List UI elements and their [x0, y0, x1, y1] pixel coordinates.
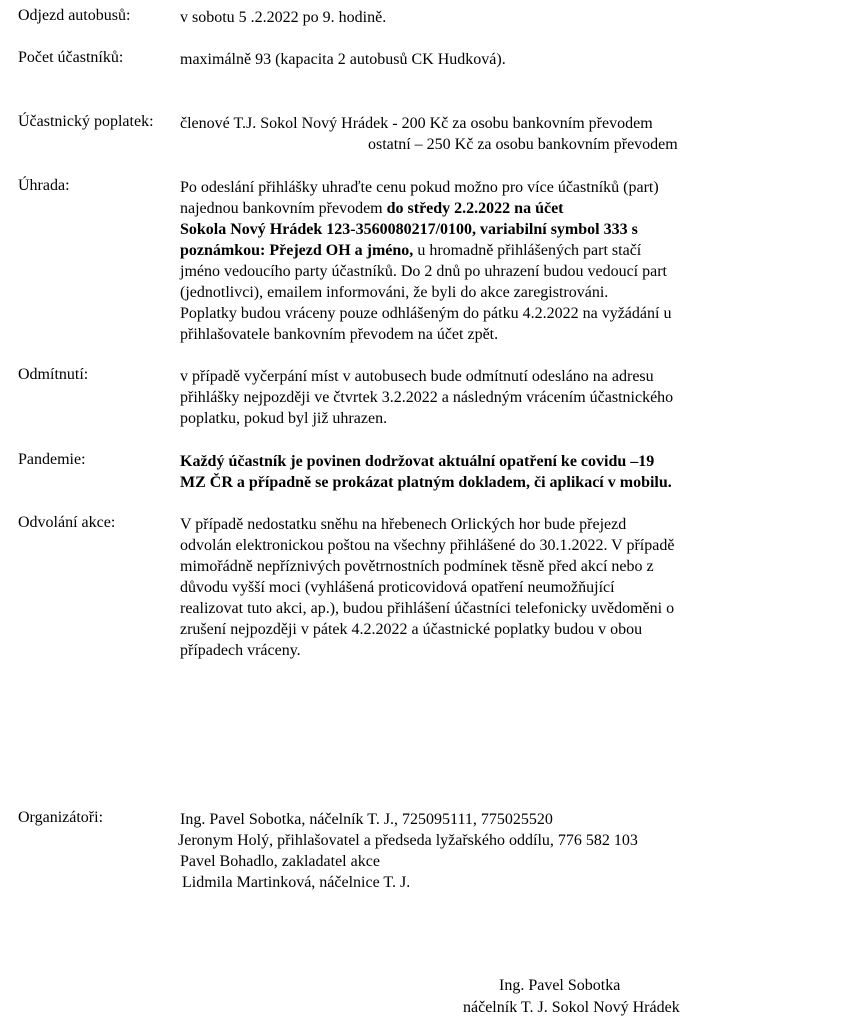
payment-line-4 [180, 240, 820, 261]
pandemic-line-2: MZ ČR a případně se prokázat platným dokladem, či aplikací v mobilu. [180, 474, 672, 491]
payment-line-2-text: najednou bankovním převodem [180, 200, 387, 217]
organizer-4: Lidmila Martinková, náčelnice T. J. [182, 874, 411, 891]
rejection-label: Odmítnutí: [18, 366, 89, 383]
participants-content [180, 49, 820, 70]
payment-line-8: přihlašovatele bankovním převodem na účet zpět. [180, 326, 499, 343]
cancellation-line-4: důvodu vyšší moci (vyhlášená proticovidová opatření neumožňující [180, 579, 615, 596]
cancellation-content [180, 514, 820, 661]
payment-line-7: Poplatky budou vráceny pouze odhlášeným do pátku 4.2.2022 na vyžádání u [180, 305, 672, 322]
payment-line-2 [180, 198, 820, 219]
cancellation-label: Odvolání akce: [18, 514, 116, 531]
signature-title: náčelník T. J. Sokol Nový Hrádek [463, 999, 680, 1016]
cancellation-line-7: případech vráceny. [180, 642, 301, 659]
signature-name: Ing. Pavel Sobotka [499, 977, 621, 994]
pandemic-label: Pandemie: [18, 451, 86, 468]
fee-content [180, 113, 820, 155]
organizer-2: Jeronym Holý, přihlašovatel a předseda lyžařského oddílu, 776 582 103 [178, 832, 638, 849]
rejection-line-2: přihlášky nejpozději ve čtvrtek 3.2.2022 a následným vrácením účastnického [180, 389, 674, 406]
cancellation-line-5: realizovat tuto akci, ap.), budou přihlášení účastníci telefonicky uvědoměni o [180, 600, 675, 617]
cancellation-line-2: odvolán elektronickou poštou na všechny přihlášené do 30.1.2022. V případě [180, 537, 675, 554]
departure-content [180, 7, 820, 28]
cancellation-line-6: zrušení nejpozději v pátek 4.2.2022 a účastnické poplatky budou v obou [180, 621, 643, 638]
departure-text: v sobotu 5 .2.2022 po 9. hodině. [180, 9, 387, 26]
cancellation-line-3: mimořádně nepříznivých povětrnostních podmínek těsně před akcí nebo z [180, 558, 654, 575]
payment-line-4-text: u hromadně přihlášených part stačí [413, 242, 642, 259]
organizers-label: Organizátoři: [18, 809, 104, 826]
participants-text: maximálně 93 (kapacita 2 autobusů CK Hudková). [180, 51, 506, 68]
payment-label: Úhrada: [18, 177, 70, 194]
organizer-1: Ing. Pavel Sobotka, náčelník T. J., 725095111, 775025520 [180, 811, 553, 828]
payment-line-5: jméno vedoucího party účastníků. Do 2 dnů po uhrazení budou vedoucí part [180, 263, 667, 280]
payment-line-6: (jednotlivci), emailem informováni, že byli do akce zaregistrováni. [180, 284, 609, 301]
organizers-content [180, 809, 820, 893]
payment-account: Sokola Nový Hrádek 123-3560080217/0100, variabilní symbol 333 s [180, 221, 638, 238]
participants-label: Počet účastníků: [18, 49, 124, 66]
payment-deadline: do středy 2.2.2022 na účet [386, 200, 564, 217]
pandemic-line-1: Každý účastník je povinen dodržovat aktuální opatření ke covidu –19 [180, 453, 655, 470]
payment-content [180, 177, 820, 345]
payment-note: poznámkou: Přejezd OH a jméno, [180, 242, 414, 259]
rejection-line-3: poplatku, pokud byl již uhrazen. [180, 410, 388, 427]
fee-label: Účastnický poplatek: [18, 113, 154, 130]
pandemic-content [180, 451, 820, 493]
rejection-line-1: v případě vyčerpání míst v autobusech bude odmítnutí odesláno na adresu [180, 368, 654, 385]
rejection-content [180, 366, 820, 429]
departure-label: Odjezd autobusů: [18, 7, 131, 24]
payment-line-1: Po odeslání přihlášky uhraďte cenu pokud možno pro více účastníků (part) [180, 179, 659, 196]
fee-others-text: ostatní – 250 Kč za osobu bankovním převodem [368, 136, 678, 153]
fee-members-text: členové T.J. Sokol Nový Hrádek - 200 Kč za osobu bankovním převodem [180, 115, 653, 132]
organizer-3: Pavel Bohadlo, zakladatel akce [180, 853, 380, 870]
cancellation-line-1: V případě nedostatku sněhu na hřebenech Orlických hor bude přejezd [180, 516, 627, 533]
